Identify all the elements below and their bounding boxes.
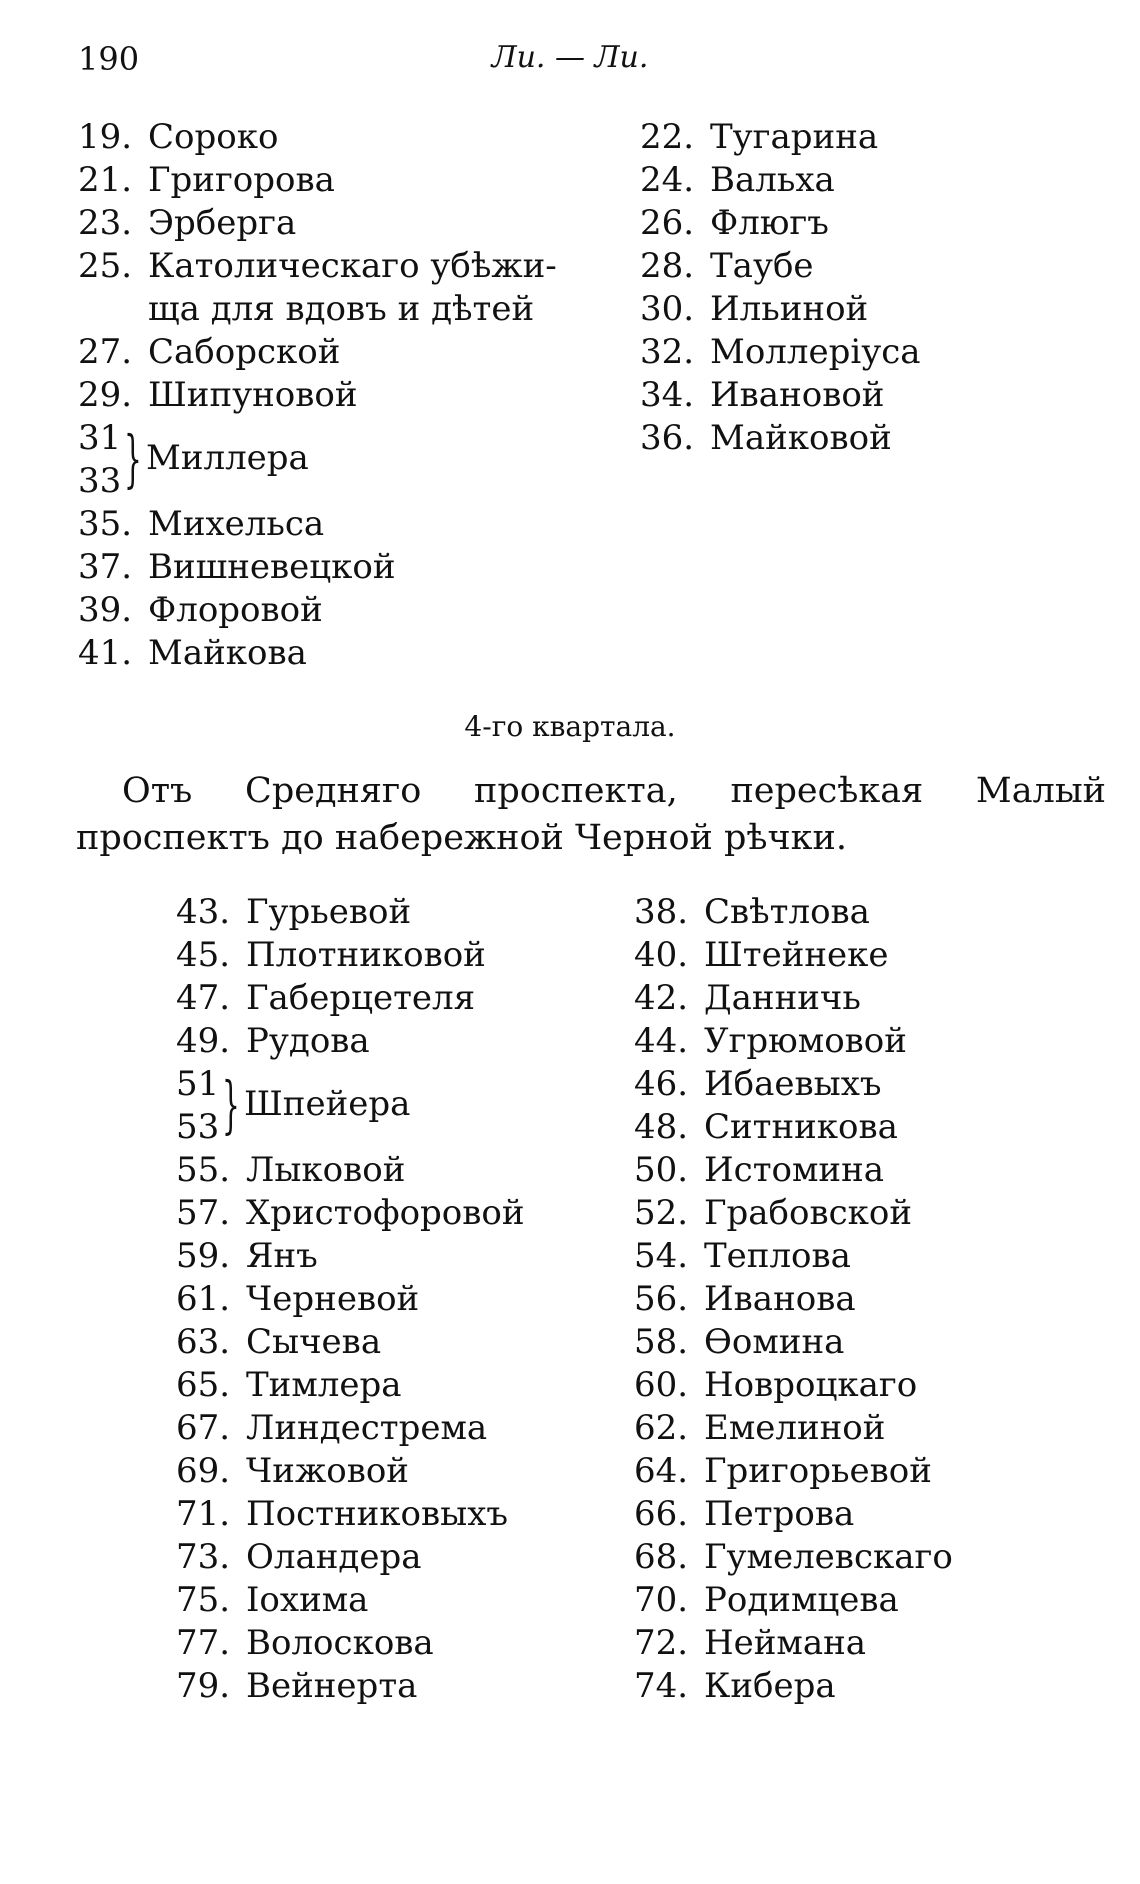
entry-name: Свѣтлова xyxy=(704,892,870,932)
list-item xyxy=(176,1278,525,1321)
list-item xyxy=(176,1407,525,1450)
entry-number: 55. xyxy=(176,1150,231,1190)
entry-name: Линдестрема xyxy=(246,1408,488,1448)
list-item xyxy=(176,1579,525,1622)
entry-name: Плотниковой xyxy=(246,935,486,975)
list-item xyxy=(634,1235,953,1278)
list-item xyxy=(78,589,557,632)
entry-number: 61. xyxy=(176,1279,231,1319)
entry-number: 45. xyxy=(176,935,231,975)
list-item xyxy=(634,891,953,934)
entry-number: 56. xyxy=(634,1279,689,1319)
entry-name: Рудова xyxy=(246,1021,370,1061)
entry-number: 23. xyxy=(78,203,133,243)
list-item xyxy=(634,1407,953,1450)
entry-number: 40. xyxy=(634,935,689,975)
list-item xyxy=(78,546,557,589)
entry-name: Емелиной xyxy=(704,1408,886,1448)
entry-number: 64. xyxy=(634,1451,689,1491)
entry-name: Сороко xyxy=(148,117,279,157)
entry-name: Постниковыхъ xyxy=(246,1494,509,1534)
entry-name: Саборской xyxy=(148,332,341,372)
list-item xyxy=(640,331,921,374)
list-item xyxy=(640,245,921,288)
entry-name: Неймана xyxy=(704,1623,867,1663)
list-item xyxy=(634,934,953,977)
top-right-column xyxy=(640,116,921,460)
entry-number: 31 xyxy=(78,418,122,458)
entry-number: 46. xyxy=(634,1064,689,1104)
entry-name: Михельса xyxy=(148,504,325,544)
entry-number: 72. xyxy=(634,1623,689,1663)
entry-number: 39. xyxy=(78,590,133,630)
list-item xyxy=(634,1278,953,1321)
entry-name: Чижовой xyxy=(246,1451,409,1491)
entry-number: 25. xyxy=(78,246,133,286)
entry-number: 21. xyxy=(78,160,133,200)
entry-name: Ильиной xyxy=(710,289,869,329)
entry-name: Истомина xyxy=(704,1150,885,1190)
entry-number: 71. xyxy=(176,1494,231,1534)
list-item xyxy=(634,1579,953,1622)
entry-name: Григорова xyxy=(148,160,335,200)
entry-name: Майковой xyxy=(710,418,892,458)
entry-continuation: ща для вдовъ и дѣтей xyxy=(148,289,535,329)
entry-number: 79. xyxy=(176,1666,231,1706)
entry-name: Габерцетеля xyxy=(246,978,476,1018)
list-item xyxy=(634,1493,953,1536)
bottom-left-column xyxy=(176,891,525,1708)
list-item xyxy=(176,1622,525,1665)
entry-name: Петрова xyxy=(704,1494,855,1534)
entry-name: Ивановой xyxy=(710,375,885,415)
list-item xyxy=(640,202,921,245)
entry-number: 53 xyxy=(176,1107,220,1147)
list-group xyxy=(176,1149,525,1708)
entry-name: Черневой xyxy=(246,1279,420,1319)
list-item xyxy=(78,159,557,202)
entry-number: 57. xyxy=(176,1193,231,1233)
list-item xyxy=(176,977,525,1020)
list-item xyxy=(176,1321,525,1364)
list-item xyxy=(634,977,953,1020)
entry-number: 59. xyxy=(176,1236,231,1276)
brace-icon: } xyxy=(222,1068,240,1141)
running-head: Ли. — Ли. xyxy=(491,40,649,75)
entry-name: Гумелевскаго xyxy=(704,1537,953,1577)
entry-name: Волоскова xyxy=(246,1623,434,1663)
braced-entry xyxy=(78,417,557,503)
entry-name: Вальха xyxy=(710,160,835,200)
list-group xyxy=(78,331,557,417)
entry-number: 62. xyxy=(634,1408,689,1448)
section-heading: 4-го квартала. xyxy=(464,710,676,743)
entry-name: Ситникова xyxy=(704,1107,898,1147)
list-group xyxy=(176,891,525,1063)
entry-name: Іохима xyxy=(246,1580,369,1620)
entry-number: 29. xyxy=(78,375,133,415)
entry-name: Шпейера xyxy=(244,1084,411,1124)
entry-name: Теплова xyxy=(704,1236,851,1276)
entry-number: 47. xyxy=(176,978,231,1018)
list-item xyxy=(634,1106,953,1149)
list-item xyxy=(176,934,525,977)
entry-name: Штейнеке xyxy=(704,935,889,975)
list-item xyxy=(176,1665,525,1708)
list-item xyxy=(634,1450,953,1493)
list-item xyxy=(176,1020,525,1063)
entry-number: 58. xyxy=(634,1322,689,1362)
entry-number: 35. xyxy=(78,504,133,544)
entry-number: 54. xyxy=(634,1236,689,1276)
entry-number: 42. xyxy=(634,978,689,1018)
entry-name: Лыковой xyxy=(246,1150,406,1190)
list-item xyxy=(78,116,557,159)
list-item xyxy=(176,1364,525,1407)
list-item xyxy=(640,417,921,460)
entry-number: 26. xyxy=(640,203,695,243)
entry-name: Новроцкаго xyxy=(704,1365,918,1405)
entry-name: Ибаевыхъ xyxy=(704,1064,882,1104)
entry-name: Флоровой xyxy=(148,590,323,630)
entry-number: 48. xyxy=(634,1107,689,1147)
list-item xyxy=(176,1192,525,1235)
list-group xyxy=(640,116,921,460)
entry-number: 24. xyxy=(640,160,695,200)
entry-number: 65. xyxy=(176,1365,231,1405)
entry-name: Янъ xyxy=(246,1236,318,1276)
entry-number: 69. xyxy=(176,1451,231,1491)
entry-number: 19. xyxy=(78,117,133,157)
entry-number: 33 xyxy=(78,461,122,501)
entry-number: 50. xyxy=(634,1150,689,1190)
list-item xyxy=(640,159,921,202)
entry-name: Кибера xyxy=(704,1666,836,1706)
entry-name: Тугарина xyxy=(710,117,879,157)
entry-name: Христофоровой xyxy=(246,1193,525,1233)
list-item xyxy=(634,1149,953,1192)
entry-name: Вишневецкой xyxy=(148,547,396,587)
entry-number: 28. xyxy=(640,246,695,286)
list-item xyxy=(176,1235,525,1278)
entry-number: 63. xyxy=(176,1322,231,1362)
entry-name: Флюгъ xyxy=(710,203,829,243)
entry-number: 74. xyxy=(634,1666,689,1706)
entry-number: 34. xyxy=(640,375,695,415)
top-left-column xyxy=(78,116,557,675)
entry-number: 66. xyxy=(634,1494,689,1534)
entry-number: 60. xyxy=(634,1365,689,1405)
entry-number: 27. xyxy=(78,332,133,372)
entry-name: Грабовской xyxy=(704,1193,913,1233)
entry-number: 36. xyxy=(640,418,695,458)
list-item xyxy=(176,1493,525,1536)
entry-name: Ѳомина xyxy=(704,1322,845,1362)
list-item xyxy=(78,374,557,417)
entry-number: 67. xyxy=(176,1408,231,1448)
list-item xyxy=(634,1622,953,1665)
section-description: Отъ Средняго проспекта, пересѣкая Малый проспектъ до набережной Черной рѣчки. xyxy=(76,771,1106,858)
entry-number: 77. xyxy=(176,1623,231,1663)
list-item xyxy=(78,503,557,546)
list-item xyxy=(634,1063,953,1106)
list-item xyxy=(640,288,921,331)
entry-number: 44. xyxy=(634,1021,689,1061)
entry-name: Григорьевой xyxy=(704,1451,932,1491)
entry-name: Данничь xyxy=(704,978,861,1018)
entry-name: Майкова xyxy=(148,633,307,673)
entry-name: Угрюмовой xyxy=(704,1021,907,1061)
brace-icon: } xyxy=(124,422,142,495)
list-item xyxy=(634,1020,953,1063)
entry-number: 49. xyxy=(176,1021,231,1061)
list-item xyxy=(634,1364,953,1407)
entry-number: 43. xyxy=(176,892,231,932)
entry-number: 32. xyxy=(640,332,695,372)
entry-number: 37. xyxy=(78,547,133,587)
list-item xyxy=(634,1536,953,1579)
list-group xyxy=(634,891,953,1708)
list-item xyxy=(176,891,525,934)
entry-number: 75. xyxy=(176,1580,231,1620)
entry-name: Родимцева xyxy=(704,1580,899,1620)
entry-name: Моллеріуса xyxy=(710,332,921,372)
list-item xyxy=(176,1149,525,1192)
list-group xyxy=(78,116,557,288)
entry-name: Гурьевой xyxy=(246,892,412,932)
entry-number: 52. xyxy=(634,1193,689,1233)
entry-name: Таубе xyxy=(710,246,814,286)
entry-number: 51 xyxy=(176,1064,220,1104)
entry-number: 68. xyxy=(634,1537,689,1577)
entry-name: Сычева xyxy=(246,1322,382,1362)
entry-number: 22. xyxy=(640,117,695,157)
entry-number: 70. xyxy=(634,1580,689,1620)
entry-number: 41. xyxy=(78,633,133,673)
list-item xyxy=(78,632,557,675)
entry-name: Католическаго убѣжи- xyxy=(148,246,557,286)
list-group xyxy=(78,503,557,675)
list-item xyxy=(640,374,921,417)
bottom-right-column xyxy=(634,891,953,1708)
list-item xyxy=(640,116,921,159)
entry-number: 38. xyxy=(634,892,689,932)
entry-name: Шипуновой xyxy=(148,375,358,415)
entry-number: 73. xyxy=(176,1537,231,1577)
entry-name: Эрберга xyxy=(148,203,297,243)
list-item xyxy=(176,1536,525,1579)
entry-name: Вейнерта xyxy=(246,1666,418,1706)
page-number: 190 xyxy=(78,40,140,78)
entry-name: Иванова xyxy=(704,1279,856,1319)
list-item xyxy=(634,1321,953,1364)
list-item xyxy=(634,1665,953,1708)
entry-number: 30. xyxy=(640,289,695,329)
entry-name: Тимлера xyxy=(246,1365,402,1405)
list-item xyxy=(78,245,557,288)
list-item xyxy=(78,331,557,374)
braced-entry xyxy=(176,1063,525,1149)
entry-name: Оландера xyxy=(246,1537,422,1577)
list-item xyxy=(176,1450,525,1493)
list-item xyxy=(634,1192,953,1235)
list-item xyxy=(78,202,557,245)
entry-name: Миллера xyxy=(146,438,309,478)
